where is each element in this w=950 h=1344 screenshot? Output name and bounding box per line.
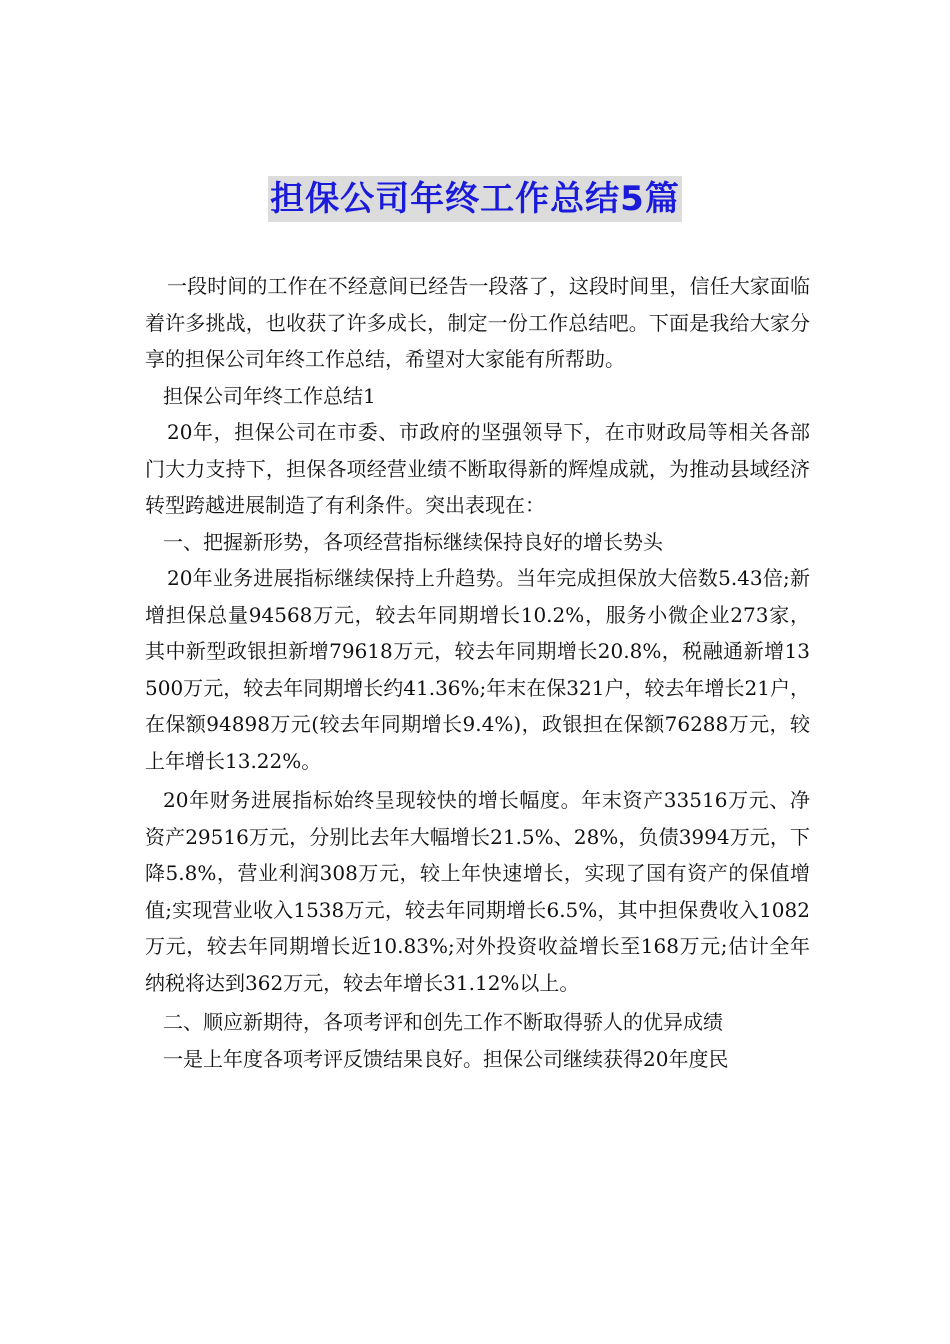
paragraph: 一是上年度各项考评反馈结果良好。担保公司继续获得20年度民: [163, 1046, 729, 1071]
section-heading: 担保公司年终工作总结1: [163, 383, 376, 408]
subheading: 一、把握新形势，各项经营指标继续保持良好的增长势头: [163, 529, 663, 554]
document-title: 担保公司年终工作总结5篇: [268, 176, 682, 222]
title-container: [0, 176, 950, 222]
document-body: [145, 268, 810, 1077]
intro-paragraph: 一段时间的工作在不经意间已经告一段落了，这段时间里，信任大家面临着许多挑战，也收获了许多成长，制定一份工作总结吧。下面是我给大家分享的担保公司年终工作总结，希望对大家能有所帮助。: [145, 274, 810, 371]
paragraph: 20年业务进展指标继续保持上升趋势。当年完成担保放大倍数5.43倍;新增担保总量94568万元，较去年同期增长10.2%，服务小微企业273家，其中新型政银担新增79618万元，较去年同期增长20.8%，税融通新增13500万元，较去年同期增长约41.36%;年末在保321户，较去年增长21户，在保额94898万元(较去年同期增长9.4%)，政银担在保额76288万元，较上年增长13.22%。: [145, 566, 810, 773]
paragraph: 20年，担保公司在市委、市政府的坚强领导下，在市财政局等相关各部门大力支持下，担保各项经营业绩不断取得新的辉煌成就，为推动县域经济转型跨越进展制造了有利条件。突出表现在：: [145, 420, 810, 517]
subheading: 二、顺应新期待，各项考评和创先工作不断取得骄人的优异成绩: [163, 1010, 723, 1034]
paragraph: 20年财务进展指标始终呈现较快的增长幅度。年末资产33516万元、净资产29516万元，分别比去年大幅增长21.5%、28%，负债3994万元，下降5.8%，营业利润308万元，较上年快速增长，实现了国有资产的保值增值;实现营业收入1538万元，较去年同期增长6.5%，其中担保费收入1082万元，较去年同期增长近10.83%;对外投资收益增长至168万元;估计全年纳税将达到362万元，较去年增长31.12%以上。: [145, 788, 810, 995]
